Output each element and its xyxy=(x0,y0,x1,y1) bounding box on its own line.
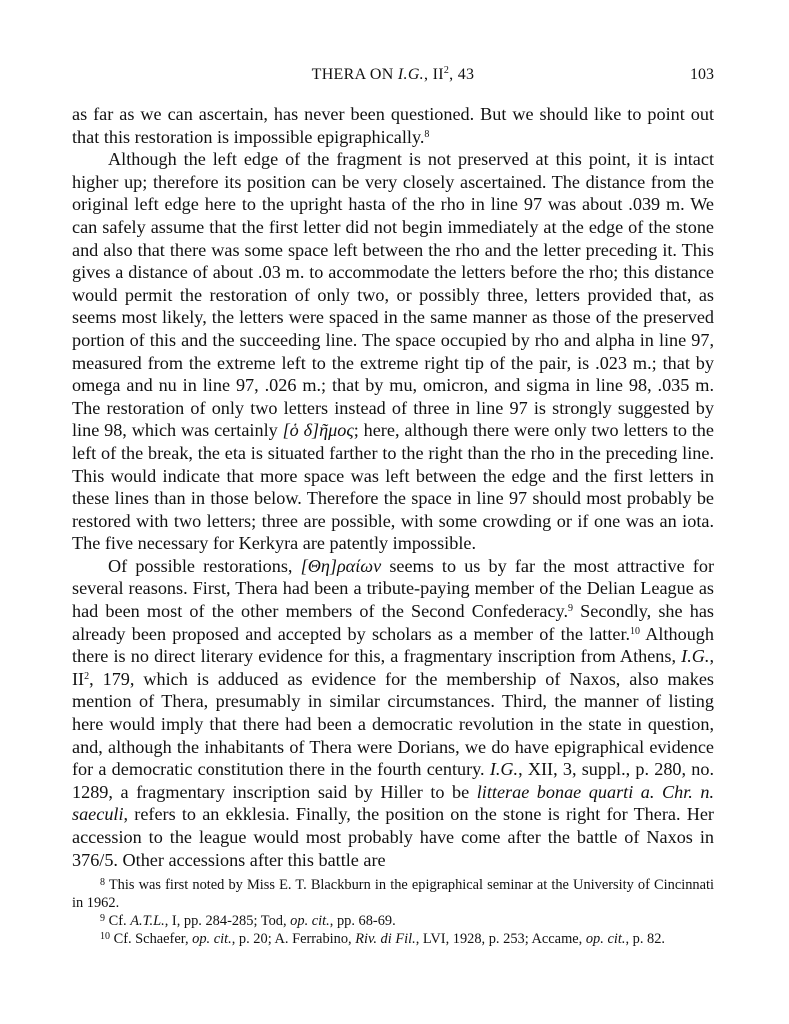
greek-theraion: [Θη]ραίων xyxy=(300,555,382,576)
footnotes xyxy=(72,876,714,948)
footnote-9: $^9$ Cf. A.T.L., I, pp. 284-285; Tod, op. cit., pp. 68-69. xyxy=(100,913,396,929)
paragraph-3: Of possible restorations, [Θη]ραίων seems to us by far the most attractive for several reasons. First, Thera had been a tribute-paying member of the Delian League as had been most of the other members of the Second Confederacy.$^9$ Secondly, she has already been proposed and accepted by scholars as a member of the latter.$^{10}$ Although there is no direct literary evidence for this, a fragmentary inscription from Athens, I.G., $II^2$, 179, which is adduced as evidence for the membership of Naxos, also makes mention of Thera, presumably in similar circumstances. Third, the manner of listing here would imply that there had been a democratic revolution in the state in question, and, although the inhabitants of Thera were Dorians, we do have epigraphical evidence for a democratic constitution there in the fourth century. I.G., XII, 3, suppl., p. 280, no. 1289, a fragmentary inscription said by Hiller to be litterae bonae quarti a. Chr. n. saeculi, refers to an ekklesia. Finally, the position on the stone is right for Thera. Her accession to the league would most probably have come after the battle of Naxos in 376/5. Other accessions after this battle are xyxy=(72,555,714,870)
running-title: THERA ON I.G., $II^2$, 43 xyxy=(311,65,475,83)
paragraph-1: as far as we can ascertain, has never been questioned. But we should like to point out that this restoration is impossible epigraphically.$^8$ xyxy=(72,104,714,147)
footnote-ref-10[interactable]: 10 xyxy=(630,625,641,637)
paragraph-2: Although the left edge of the fragment is not preserved at this point, it is intact higher up; therefore its position can be very closely ascertained. The distance from the original left edge here to the upright hasta of the rho in line 97 was about .039 m. We can safely assume that the first letter did not begin immediately at the edge of the stone and also that there was some space left between the rho and the letter preceding it. This gives a distance of about .03 m. to accommodate the letters before the rho; this distance would permit the restoration of only two, or possibly three, letters provided that, as seems most likely, the letters were spaced in the same manner as those of the preserved portion of this and the succeeding line. The space occupied by rho and alpha in line 97, measured from the extreme left to the extreme right tip of the pair, is .023 m.; that by omega and nu in line 97, .026 m.; that by mu, omicron, and sigma in line 98, .035 m. The restoration of only two letters instead of three in line 97 is strongly suggested by line 98, which was certainly [ὁ δ]ῆμος; here, although there were only two letters to the left of the break, the eta is situated farther to the right than the rho in the preceding line. This would indicate that more space was left between the edge and the first letters in these lines than in those below. Therefore the space in line 97 should most probably be restored with two letters; three are possible, with some crowding or if one was an iota. The five necessary for Kerkyra are patently impossible. xyxy=(72,149,714,554)
page-number: 103 xyxy=(690,66,714,83)
footnote-8: $^8$ This was first noted by Miss E. T. Blackburn in the epigraphical seminar at the University of Cincinnati in 1962. xyxy=(72,877,714,911)
main-text xyxy=(72,103,714,871)
footnote-ref-9[interactable]: 9 xyxy=(568,603,574,615)
latin-phrase: litterae bonae quarti a. Chr. n. saeculi xyxy=(72,781,714,825)
running-header xyxy=(72,66,714,88)
greek-demos: [ὁ δ]ῆμος xyxy=(282,420,354,441)
footnote-10: $^{10}$ Cf. Schaefer, op. cit., p. 20; A. Ferrabino, Riv. di Fil., LVI, 1928, p. 253; Accame, op. cit., p. 82. xyxy=(100,931,666,947)
footnote-ref-8[interactable]: 8 xyxy=(424,128,430,140)
